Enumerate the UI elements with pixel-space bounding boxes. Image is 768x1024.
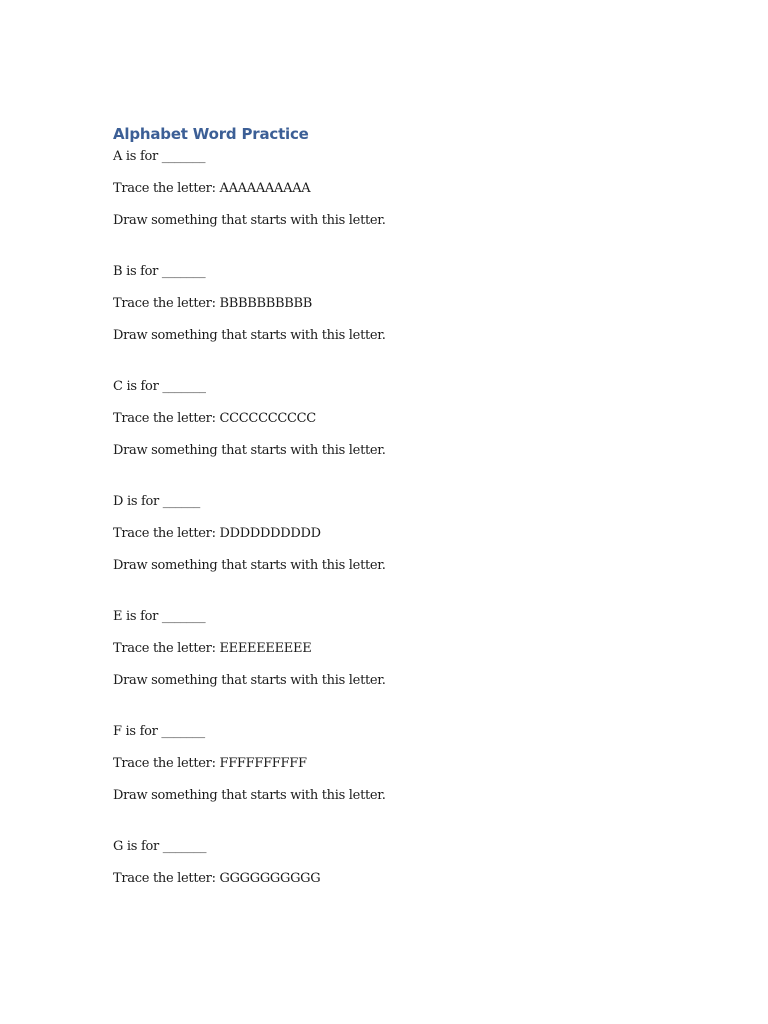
draw-line: Draw something that starts with this letter. (113, 213, 386, 228)
trace-line: Trace the letter: CCCCCCCCCC (113, 411, 316, 426)
trace-line: Trace the letter: DDDDDDDDDD (113, 526, 321, 541)
trace-line: Trace the letter: AAAAAAAAAA (113, 181, 311, 196)
is-for-line: C is for _______ (113, 379, 206, 394)
draw-line: Draw something that starts with this letter. (113, 673, 386, 688)
section-d (113, 493, 673, 574)
trace-line: Trace the letter: EEEEEEEEEE (113, 641, 312, 656)
section-f (113, 723, 673, 804)
section-g (113, 838, 673, 887)
trace-line: Trace the letter: FFFFFFFFFF (113, 756, 307, 771)
draw-line: Draw something that starts with this letter. (113, 558, 386, 573)
section-c (113, 378, 673, 459)
is-for-line: B is for _______ (113, 264, 206, 279)
is-for-line: G is for _______ (113, 839, 207, 854)
section-b (113, 263, 673, 344)
section-e (113, 608, 673, 689)
is-for-line: E is for _______ (113, 609, 206, 624)
is-for-line: D is for ______ (113, 494, 201, 509)
trace-line: Trace the letter: GGGGGGGGGG (113, 871, 321, 886)
draw-line: Draw something that starts with this letter. (113, 788, 386, 803)
document-page (113, 124, 673, 887)
is-for-line: A is for _______ (113, 149, 206, 164)
trace-line: Trace the letter: BBBBBBBBBB (113, 296, 313, 311)
draw-line: Draw something that starts with this letter. (113, 328, 386, 343)
section-a (113, 148, 673, 229)
document-title: Alphabet Word Practice (113, 125, 309, 143)
is-for-line: F is for _______ (113, 724, 205, 739)
draw-line: Draw something that starts with this letter. (113, 443, 386, 458)
